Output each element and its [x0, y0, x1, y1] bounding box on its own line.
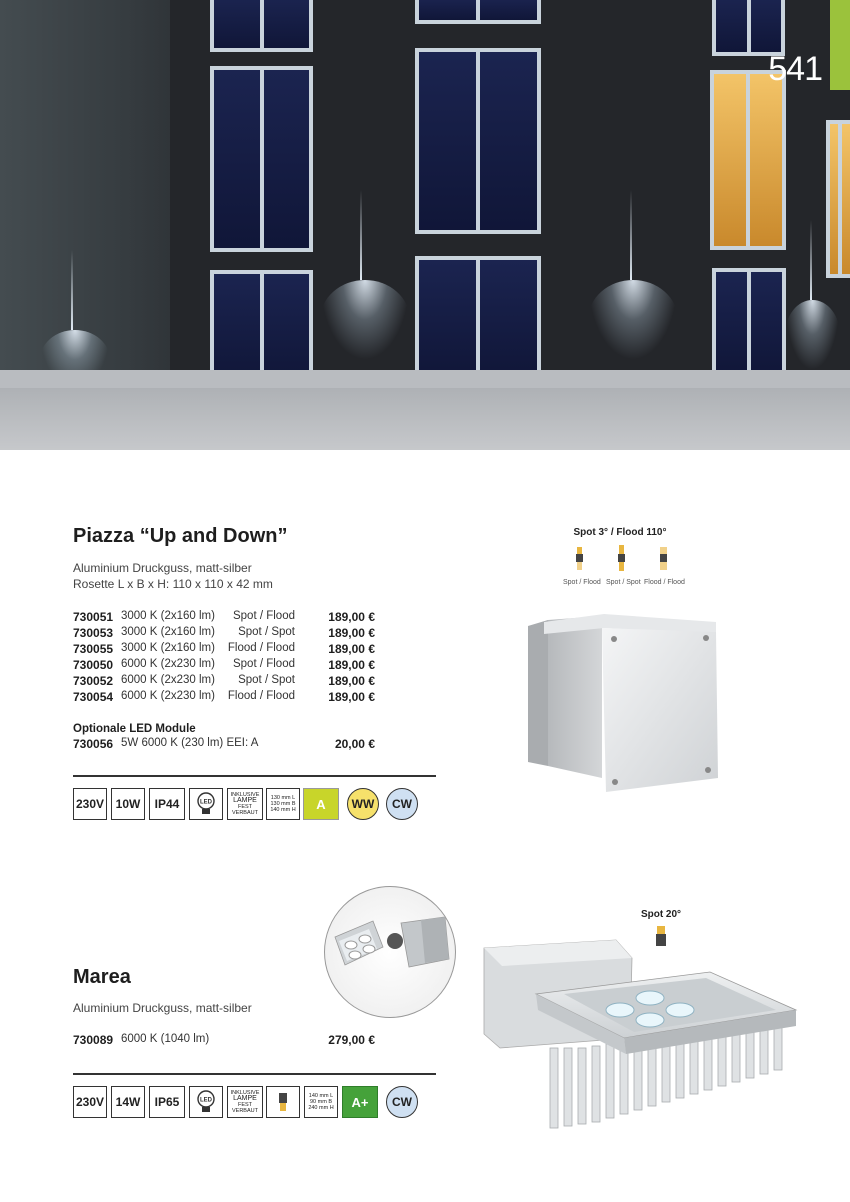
led-label: LED	[200, 799, 212, 806]
page-number: 541	[768, 50, 822, 88]
article-price: 279,00 €	[328, 1033, 375, 1047]
lamp-label-1: INKLUSIVE	[230, 1090, 260, 1096]
cool-white-badge: CW	[386, 1086, 418, 1118]
dim-label-2: 130 mm B	[270, 801, 296, 807]
cool-white-badge: CW	[386, 788, 418, 820]
article-price: 189,00 €	[328, 674, 375, 688]
led-bulb-icon	[189, 788, 223, 820]
led-label: LED	[200, 1097, 212, 1104]
ip-rating-badge: IP65	[149, 1086, 185, 1118]
table-row	[73, 658, 383, 674]
table-row	[73, 642, 383, 658]
table-row	[73, 690, 383, 706]
included-lamp-badge	[227, 788, 263, 820]
energy-class-badge: A+	[342, 1086, 378, 1118]
table-row	[73, 610, 383, 626]
product-material-marea: Aluminium Druckguss, matt-silber	[73, 1001, 252, 1015]
article-spec: 3000 K (2x160 lm)	[121, 626, 215, 638]
article-price: 189,00 €	[328, 626, 375, 640]
beam-variant-3: Flood / Flood	[644, 579, 685, 586]
ip-rating-badge: IP44	[149, 788, 185, 820]
beam-spot-icon	[266, 1086, 300, 1118]
article-number: 730052	[73, 674, 114, 688]
dimensions-badge	[266, 788, 300, 820]
article-spec: 3000 K (2x160 lm)	[121, 642, 215, 654]
power-badge: 10W	[111, 788, 145, 820]
article-number: 730089	[73, 1033, 114, 1047]
product-detail-image-marea	[324, 886, 456, 1018]
beam-variant-1: Spot / Flood	[563, 579, 601, 586]
product-image-piazza	[520, 612, 720, 794]
article-beam: Spot / Spot	[238, 674, 295, 686]
lamp-label-2: LAMPE	[233, 797, 257, 804]
dim-label-1: 130 mm L	[270, 795, 296, 801]
article-number: 730054	[73, 690, 114, 704]
dim-label-3: 140 mm H	[270, 807, 296, 813]
article-beam: Spot / Spot	[238, 626, 295, 638]
led-bulb-icon	[189, 1086, 223, 1118]
beam-angle-header: Spot 20°	[640, 909, 682, 920]
table-row	[73, 1033, 383, 1049]
article-price: 189,00 €	[328, 658, 375, 672]
article-beam: Spot / Flood	[232, 658, 295, 670]
product-dimensions-piazza: Rosette L x B x H: 110 x 110 x 42 mm	[73, 577, 273, 591]
dimensions-badge	[304, 1086, 338, 1118]
article-number: 730051	[73, 610, 114, 624]
product-material-piazza: Aluminium Druckguss, matt-silber	[73, 561, 252, 575]
product-title-marea: Marea	[73, 966, 131, 988]
article-beam: Flood / Flood	[227, 690, 295, 702]
table-row	[73, 737, 383, 753]
article-beam: Flood / Flood	[227, 642, 295, 654]
lamp-label-3: FEST VERBAUT	[232, 804, 258, 816]
beam-variant-2: Spot / Spot	[606, 579, 641, 586]
article-spec: 3000 K (2x160 lm)	[121, 610, 215, 622]
voltage-badge: 230V	[73, 1086, 107, 1118]
article-number: 730053	[73, 626, 114, 640]
divider	[73, 1073, 436, 1075]
optional-heading: Optionale LED Module	[73, 723, 196, 735]
section-tab	[830, 0, 850, 90]
divider	[73, 775, 436, 777]
article-number: 730055	[73, 642, 114, 656]
dim-label-3: 240 mm H	[308, 1105, 334, 1111]
table-row	[73, 674, 383, 690]
article-spec: 5W 6000 K (230 lm) EEI: A	[121, 737, 259, 749]
dim-label-1: 140 mm L	[308, 1093, 334, 1099]
lamp-label-2: LAMPE	[233, 1095, 257, 1102]
article-number: 730050	[73, 658, 114, 672]
article-spec: 6000 K (2x230 lm)	[121, 674, 215, 686]
article-price: 20,00 €	[334, 737, 375, 751]
article-spec: 6000 K (2x230 lm)	[121, 658, 215, 670]
lamp-label-3: FEST VERBAUT	[232, 1102, 258, 1114]
article-price: 189,00 €	[328, 610, 375, 624]
article-price: 189,00 €	[328, 690, 375, 704]
product-image-marea	[480, 938, 800, 1138]
table-row	[73, 626, 383, 642]
article-price: 189,00 €	[328, 642, 375, 656]
lamp-label-1: INKLUSIVE	[230, 792, 260, 798]
energy-class-badge: A	[303, 788, 339, 820]
article-spec: 6000 K (2x230 lm)	[121, 690, 215, 702]
power-badge: 14W	[111, 1086, 145, 1118]
article-number: 730056	[73, 737, 114, 751]
warm-white-badge: WW	[347, 788, 379, 820]
beam-icons	[570, 543, 680, 573]
product-title-piazza: Piazza “Up and Down”	[73, 525, 288, 547]
article-beam: Spot / Flood	[232, 610, 295, 622]
voltage-badge: 230V	[73, 788, 107, 820]
dim-label-2: 90 mm B	[309, 1099, 332, 1105]
beam-angle-header: Spot 3° / Flood 110°	[573, 527, 667, 538]
article-spec: 6000 K (1040 lm)	[121, 1033, 210, 1045]
included-lamp-badge	[227, 1086, 263, 1118]
hero-photo	[0, 0, 850, 450]
